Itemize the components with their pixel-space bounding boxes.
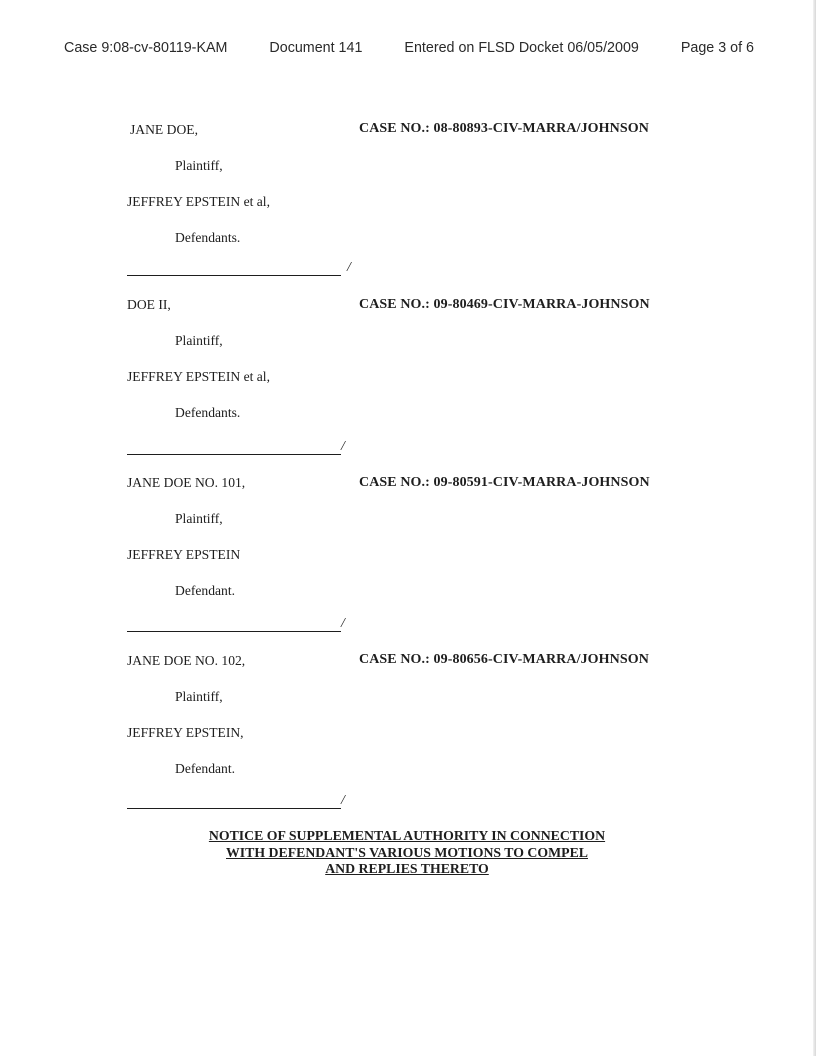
caption-3-case-number: CASE NO.: 09-80591-CIV-MARRA-JOHNSON: [359, 475, 650, 490]
notice-title-line-1: NOTICE OF SUPPLEMENTAL AUTHORITY IN CONNECTION: [208, 828, 606, 843]
notice-title-line-3: AND REPLIES THERETO: [325, 861, 489, 876]
caption-3-defendant-role: Defendant.: [175, 583, 236, 598]
caption-3-separator: [127, 631, 341, 632]
notice-title: [150, 828, 664, 878]
caption-2-case-number: CASE NO.: 09-80469-CIV-MARRA-JOHNSON: [359, 297, 650, 312]
caption-1-separator: [127, 275, 341, 276]
caption-1-defendant-role: Defendants.: [175, 230, 241, 245]
caption-1-slash: /: [347, 260, 351, 275]
notice-title-line-2: WITH DEFENDANT'S VARIOUS MOTIONS TO COMPEL: [226, 844, 588, 860]
caption-4-slash: /: [341, 793, 345, 808]
caption-4-plaintiff-role: Plaintiff,: [175, 689, 223, 704]
caption-4-case-number: CASE NO.: 09-80656-CIV-MARRA/JOHNSON: [359, 652, 649, 667]
caption-1-case-number: CASE NO.: 08-80893-CIV-MARRA/JOHNSON: [359, 121, 649, 136]
caption-4-separator: [127, 808, 341, 809]
caption-2-plaintiff-role: Plaintiff,: [175, 333, 223, 348]
caption-4-defendant-role: Defendant.: [175, 761, 236, 776]
caption-3-defendant-name: JEFFREY EPSTEIN: [127, 547, 241, 562]
caption-3-slash: /: [341, 616, 345, 631]
caption-1-defendant-name: JEFFREY EPSTEIN et al,: [127, 194, 270, 209]
caption-2-separator: [127, 454, 341, 455]
caption-3-plaintiff-role: Plaintiff,: [175, 511, 223, 526]
caption-1-plaintiff-role: Plaintiff,: [175, 158, 223, 173]
header-page-number: Page 3 of 6: [680, 40, 754, 56]
caption-2-defendant-role: Defendants.: [175, 405, 241, 420]
caption-2-defendant-name: JEFFREY EPSTEIN et al,: [127, 369, 270, 384]
caption-4-defendant-name: JEFFREY EPSTEIN,: [127, 725, 244, 740]
caption-1-plaintiff-name: JANE DOE,: [130, 122, 198, 137]
caption-4-plaintiff-name: JANE DOE NO. 102,: [127, 653, 246, 668]
caption-2-plaintiff-name: DOE II,: [127, 297, 171, 312]
header-entered-date: Entered on FLSD Docket 06/05/2009: [404, 40, 639, 56]
caption-3-plaintiff-name: JANE DOE NO. 101,: [127, 475, 246, 490]
caption-2-slash: /: [341, 439, 345, 454]
header-case-number: Case 9:08-cv-80119-KAM: [64, 40, 228, 56]
header-document-number: Document 141: [269, 40, 363, 56]
